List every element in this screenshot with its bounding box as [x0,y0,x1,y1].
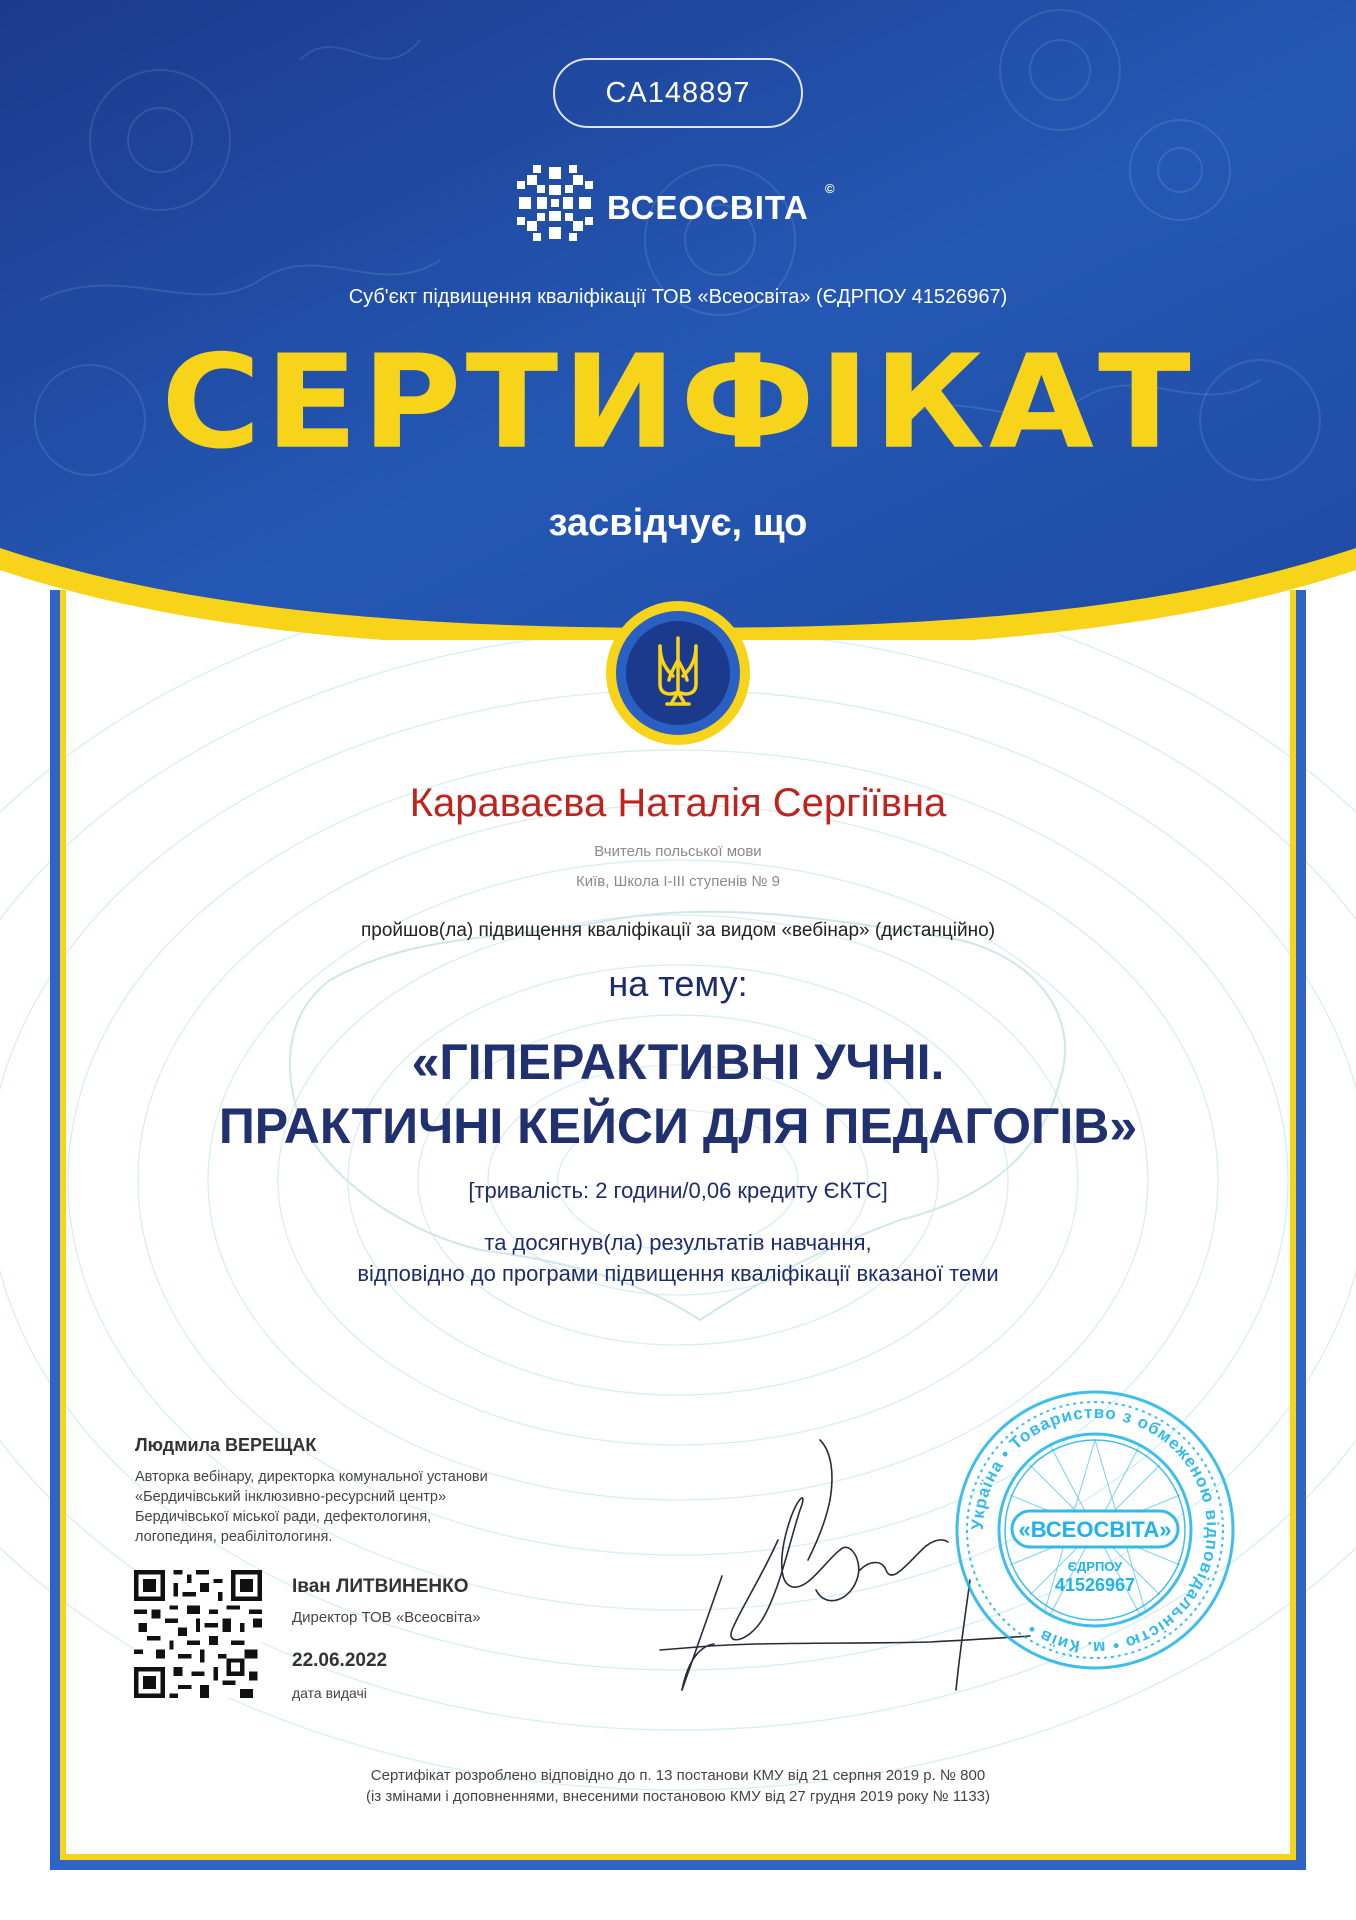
stamp-center-text: «ВСЕОСВІТА» [1018,1517,1172,1542]
stamp-code-label: ЄДРПОУ [1067,1559,1123,1574]
logo-text: ВСЕОСВІТА [607,189,809,226]
certifies-text: засвідчує, що [548,502,808,544]
author-desc-line: «Бердичівський інклюзивно-ресурсний центр» [135,1489,447,1505]
trident-emblem-icon [605,600,751,746]
recipient-position: Вчитель польської мови [594,843,762,860]
course-duration: [тривалість: 2 години/0,06 кредиту ЄКТС] [468,1178,888,1203]
recipient-school: Київ, Школа І-ІІІ ступенів № 9 [575,873,781,890]
certificate-number: CA148897 [553,58,803,128]
copyright-mark: © [825,181,835,196]
author-desc-line: логопединя, реабілітологиня. [135,1529,333,1545]
recipient-name: Караваєва Наталія Сергіївна [409,781,947,825]
results-line-2: відповідно до програми підвищення кваліфікації вказаної теми [357,1261,999,1286]
footnote-line-2: (із змінами і доповненнями, внесеними постановою КМУ від 27 грудня 2019 року № 1133) [365,1788,990,1805]
learning-results [0,1227,1356,1289]
author-name: Людмила ВЕРЕЩАК [135,1435,317,1455]
completed-text: пройшов(ла) підвищення кваліфікації за видом «вебінар» (дистанційно) [360,920,996,941]
topic-line-1: «ГІПЕРАКТИВНІ УЧНІ. [411,1034,945,1090]
director-title: Директор ТОВ «Всеосвіта» [292,1609,481,1626]
company-stamp [950,1385,1240,1675]
footnote-line-1: Сертифікат розроблено відповідно до п. 13 постанови КМУ від 21 серпня 2019 р. № 800 [370,1767,986,1784]
legal-footnote [0,1765,1356,1807]
vseosvita-logo [515,163,845,243]
results-line-1: та досягнув(ла) результатів навчання, [484,1230,872,1255]
issue-date: 22.06.2022 [292,1650,388,1671]
certificate-title: СЕРТИФІКАТ [161,327,1195,479]
stamp-code: 41526967 [1054,1575,1136,1595]
snowflake-ornament-icon [515,163,595,243]
topic-label: на тему: [608,963,748,1004]
qr-code[interactable] [134,1570,262,1698]
issue-date-label: дата видачі [292,1685,367,1701]
author-description [135,1467,605,1547]
author-desc-line: Авторка вебінару, директорка комунальної установи [135,1469,488,1485]
director-name: Іван ЛИТВИНЕНКО [292,1576,469,1597]
topic-line-2: ПРАКТИЧНІ КЕЙСИ ДЛЯ ПЕДАГОГІВ» [218,1098,1138,1154]
qualification-subject: Суб'єкт підвищення кваліфікації ТОВ «Всеосвіта» (ЄДРПОУ 41526967) [348,286,1008,308]
course-topic [0,1030,1356,1158]
author-desc-line: Бердичівської міської ради, дефектологиня, [135,1509,432,1525]
stamp-ring-text: Україна • Товариство з обмеженою відповідальністю • м. Київ • [967,1402,1223,1658]
